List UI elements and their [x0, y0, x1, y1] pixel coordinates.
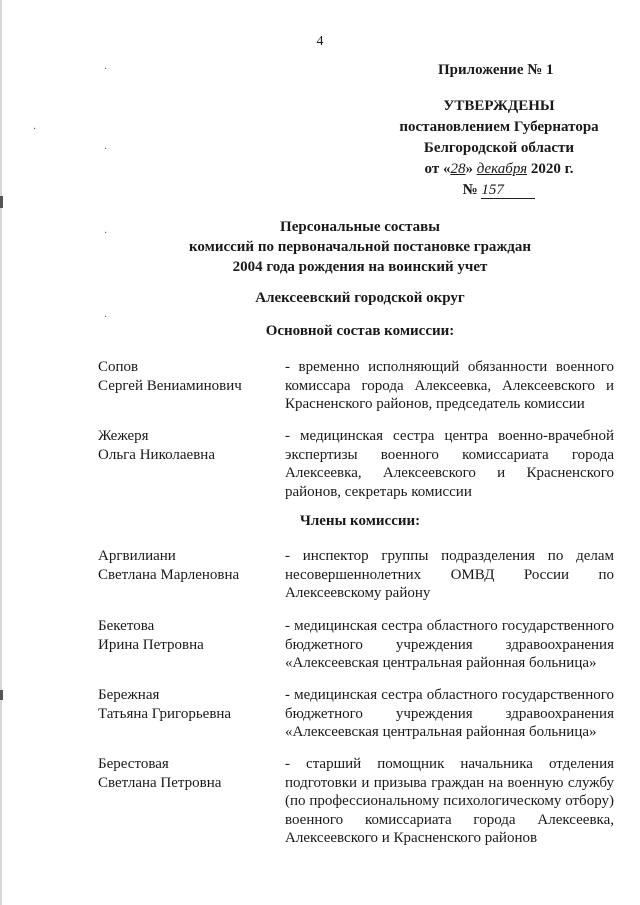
member-surname: Берестовая: [98, 756, 169, 772]
member-name: [98, 547, 278, 584]
member-surname: Бекетова: [98, 618, 155, 634]
scan-dot: ·: [104, 312, 108, 323]
member-given-name: Татьяна Григорьевна: [98, 705, 232, 722]
approval-line: постановлением Губернатора: [399, 119, 599, 135]
member-given-name: Светлана Петровна: [98, 774, 222, 791]
title-line: комиссий по первоначальной постановке граждан: [188, 239, 532, 255]
date-month: декабря: [476, 161, 528, 177]
member-given-name: Ирина Петровна: [98, 636, 204, 653]
member-role: - временно исполняющий обязанности военного комиссара города Алексеевка, Алексеевского и Красненского районов, председатель комиссии: [285, 359, 614, 412]
scan-edge: [0, 0, 2, 905]
member-role: - инспектор группы подразделения по делам несовершеннолетних ОМВД России по Алексеевскому району: [285, 548, 614, 601]
member-role: - старший помощник начальника отделения подготовки и призыва граждан на военную службу (по профессиональному психологическому отбору) военного комиссариата города Алексеевка, Алексеевского и Красненского районов: [285, 756, 614, 846]
number-prefix: №: [462, 182, 478, 198]
approval-date: [380, 159, 618, 180]
member-name: [98, 427, 278, 464]
approval-line: Белгородской области: [423, 140, 575, 156]
main-composition-heading: Основной состав комиссии:: [265, 323, 455, 339]
member-name: [98, 617, 278, 654]
member-surname: Аргвилиани: [98, 548, 176, 564]
member-role: - медицинская сестра областного государственного бюджетного учреждения здравоохранения «Алексеевская центральная районная больница»: [285, 687, 614, 740]
district-heading: Алексеевский городской округ: [255, 290, 465, 306]
approval-block: [380, 96, 618, 201]
date-prefix: от «: [424, 161, 451, 177]
approval-number: [380, 180, 618, 201]
member-role: - медицинская сестра областного государственного бюджетного учреждения здравоохранения «Алексеевская центральная районная больница»: [285, 618, 614, 671]
member-given-name: Ольга Николаевна: [98, 446, 215, 463]
date-year: 2020 г.: [530, 161, 574, 177]
scan-dot: ·: [104, 64, 108, 75]
members-heading: Члены комиссии:: [299, 513, 421, 529]
page-number: 4: [316, 34, 324, 49]
member-name: [98, 358, 278, 395]
appendix-label: Приложение № 1: [438, 62, 554, 78]
scan-dot: ·: [104, 228, 108, 239]
title-line: Персональные составы: [280, 219, 440, 235]
scan-dot: ·: [104, 144, 108, 155]
member-surname: Бережная: [98, 687, 160, 703]
date-mid: »: [465, 161, 473, 177]
member-name: [98, 686, 278, 723]
member-surname: Сопов: [98, 359, 139, 375]
title-line: 2004 года рождения на воинский учет: [232, 259, 488, 275]
decree-number: 157: [481, 182, 535, 199]
member-given-name: Светлана Марленовна: [98, 566, 240, 583]
scan-dot: ·: [33, 124, 37, 135]
date-day: 28: [450, 161, 466, 177]
scan-mark: [0, 196, 3, 208]
document-title: [100, 217, 620, 277]
approval-title: УТВЕРЖДЕНЫ: [443, 98, 555, 114]
member-name: [98, 755, 278, 792]
member-surname: Жежеря: [98, 428, 149, 444]
member-given-name: Сергей Вениаминович: [98, 377, 242, 394]
member-role: - медицинская сестра центра военно-врачебной экспертизы военного комиссариата города Алексеевка, Алексеевского и Красненского районов, секретарь комиссии: [285, 428, 614, 500]
scan-mark: [0, 690, 3, 700]
